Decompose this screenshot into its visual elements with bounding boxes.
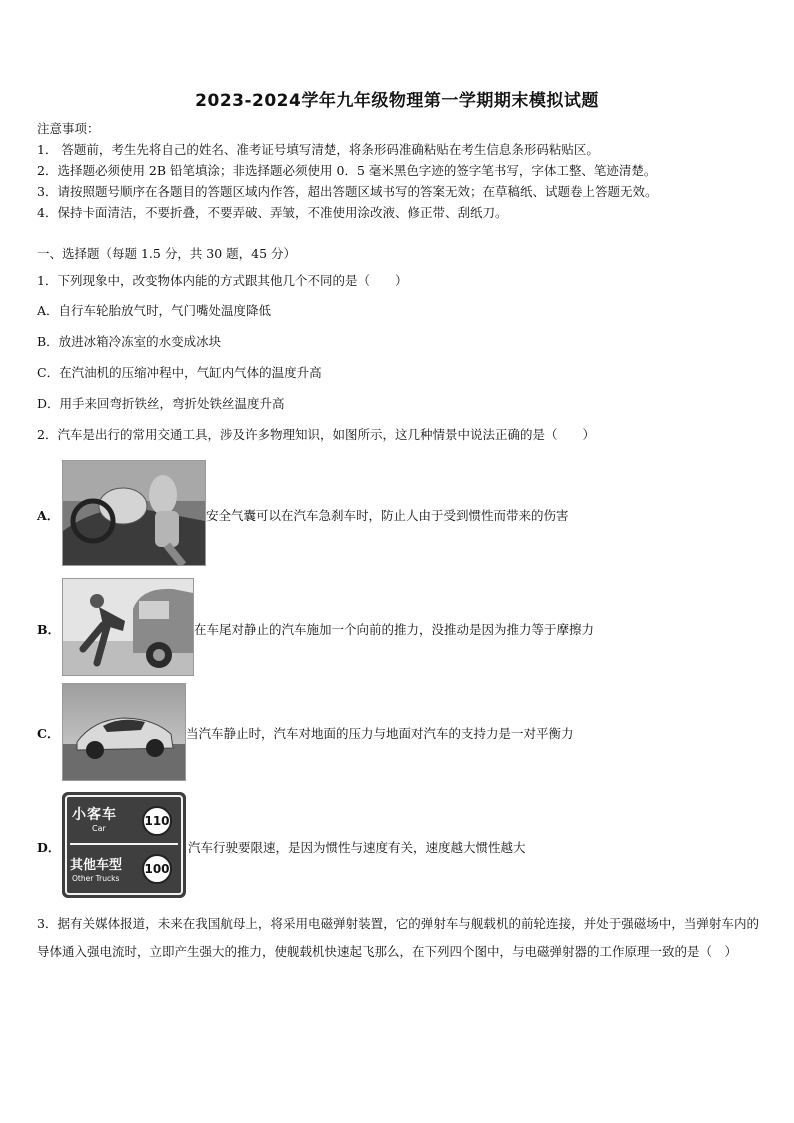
section-heading: 一、选择题（每题 1.5 分，共 30 题，45 分） xyxy=(37,246,297,261)
notice-heading: 注意事项： xyxy=(37,121,100,136)
question-1-option-d: D．用手来回弯折铁丝，弯折处铁丝温度升高 xyxy=(37,396,285,411)
sign-row1-en: Car xyxy=(92,824,106,833)
question-2-option-c-text: 当汽车静止时，汽车对地面的压力与地面对汽车的支持力是一对平衡力 xyxy=(186,726,574,741)
sports-car-image xyxy=(62,683,186,781)
notice-item-1: 1． 答题前，考生先将自己的姓名、准考证号填写清楚，将条形码准确粘贴在考生信息条形码粘贴区。 xyxy=(37,142,599,157)
question-1-stem: 1．下列现象中，改变物体内能的方式跟其他几个不同的是（ ） xyxy=(37,273,408,288)
question-2-option-c-label: C． xyxy=(37,726,60,741)
airbag-image xyxy=(62,460,206,566)
speed-limit-sign xyxy=(62,792,186,898)
sign-row1-speed-badge: 110 xyxy=(142,806,172,836)
notice-item-2: 2．选择题必须使用 2B 铅笔填涂；非选择题必须使用 0．5 毫米黑色字迹的签字笔书写，字体工整、笔迹清楚。 xyxy=(37,163,657,178)
sign-row2-speed-badge: 100 xyxy=(142,854,172,884)
question-3-stem: 3．据有关媒体报道，未来在我国航母上，将采用电磁弹射装置，它的弹射车与舰载机的前轮连接，并处于强磁场中，当弹射车内的导体通入强电流时，立即产生强大的推力，使舰载机快速起飞那么，在下列四个图中，与电磁弹射器的工作原理一致的是（ ） xyxy=(37,916,759,959)
question-1-option-c: C．在汽油机的压缩冲程中，气缸内气体的温度升高 xyxy=(37,365,322,380)
question-1-option-b: B．放进冰箱冷冻室的水变成冰块 xyxy=(37,334,222,349)
question-2-option-b-text: 在车尾对静止的汽车施加一个向前的推力，没推动是因为推力等于摩擦力 xyxy=(194,622,595,637)
question-2-option-a-label: A． xyxy=(37,508,60,523)
question-2-option-d-label: D． xyxy=(37,840,61,855)
notice-item-4: 4．保持卡面清洁，不要折叠，不要弄破、弄皱，不准使用涂改液、修正带、刮纸刀。 xyxy=(37,205,508,220)
question-2-option-a-text: 安全气囊可以在汽车急刹车时，防止人由于受到惯性而带来的伤害 xyxy=(206,508,569,523)
question-2-option-b-label: B． xyxy=(37,622,61,637)
question-2-stem: 2．汽车是出行的常用交通工具，涉及许多物理知识，如图所示，这几种情景中说法正确的是（ ） xyxy=(37,427,595,442)
sign-row2-en: Other Trucks xyxy=(72,874,120,883)
pushing-car-image xyxy=(62,578,194,676)
page-title: 2023-2024学年九年级物理第一学期期末模拟试题 xyxy=(195,91,599,111)
question-2-option-d-text: 汽车行驶要限速，是因为惯性与速度有关，速度越大惯性越大 xyxy=(188,840,526,855)
question-1-option-a: A．自行车轮胎放气时，气门嘴处温度降低 xyxy=(37,303,272,318)
notice-item-3: 3．请按照题号顺序在各题目的答题区域内作答，超出答题区域书写的答案无效；在草稿纸、试题卷上答题无效。 xyxy=(37,184,658,199)
sign-row1-cn: 小客车 xyxy=(72,807,117,823)
sign-row2-cn: 其他车型 xyxy=(70,858,123,873)
